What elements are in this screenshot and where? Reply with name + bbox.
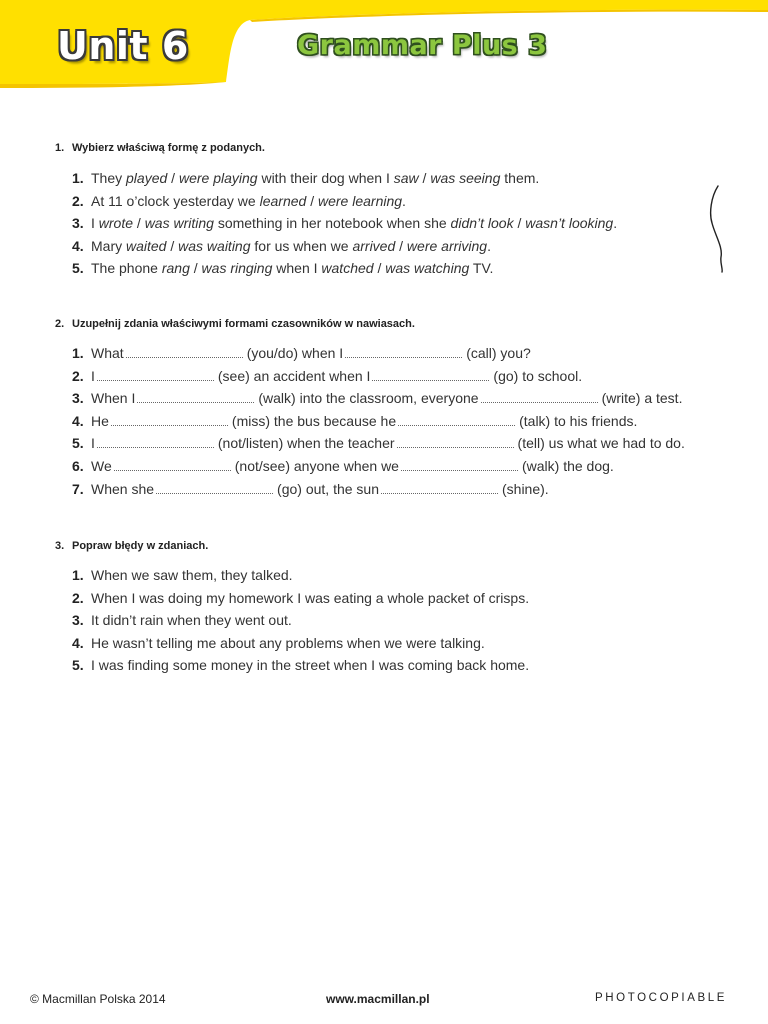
answer-gap[interactable]: [381, 481, 498, 494]
answer-gap[interactable]: [97, 435, 214, 448]
list-item: 4. He (miss) the bus because he (talk) to his friends.: [72, 412, 638, 429]
answer-gap[interactable]: [481, 390, 598, 403]
choice-option[interactable]: was watching: [385, 260, 470, 277]
exercise-number: 1.: [55, 142, 65, 154]
footer-photocopiable: PHOTOCOPIABLE: [595, 992, 728, 1004]
exercise-instruction: Uzupełnij zdania właściwymi formami czasowników w nawiasach.: [72, 318, 415, 330]
sentence-text: I was finding some money in the street when I was coming back home.: [91, 657, 530, 674]
exercise-2-list: [72, 342, 685, 500]
choice-option[interactable]: didn’t look: [450, 215, 514, 232]
list-item: 2. At 11 o’clock yesterday we learned / were learning.: [72, 192, 406, 209]
list-item: 1. They played / were playing with their dog when I saw / was seeing them.: [72, 170, 540, 186]
list-item: 3. I wrote / was writing something in her notebook when she didn’t look / wasn’t looking.: [72, 215, 618, 232]
list-item: 5. I was finding some money in the street when I was coming back home.: [72, 657, 530, 674]
sentence-text: He wasn’t telling me about any problems when we were talking.: [91, 634, 485, 651]
list-item: 7. When she (go) out, the sun (shine).: [72, 480, 549, 497]
answer-gap[interactable]: [97, 368, 214, 381]
choice-option[interactable]: learned: [259, 192, 307, 209]
sentence-text: When I was doing my homework I was eating a whole packet of crisps.: [91, 589, 530, 606]
exercise-3-list: [72, 564, 529, 677]
choice-option[interactable]: were playing: [178, 170, 258, 186]
answer-gap[interactable]: [401, 458, 518, 471]
unit-title: Unit 6: [57, 24, 189, 68]
grammar-plus-title: Grammar Plus 3: [297, 30, 548, 61]
exercise-1-list: [72, 167, 617, 280]
list-item: 5. The phone rang / was ringing when I watched / was watching TV.: [72, 260, 494, 277]
list-item: 1. When we saw them, they talked.: [72, 567, 293, 583]
answer-gap[interactable]: [372, 368, 489, 381]
choice-option[interactable]: played: [126, 170, 168, 186]
footer-copyright: © Macmillan Polska 2014: [30, 992, 166, 1006]
choice-option[interactable]: watched: [321, 260, 374, 277]
choice-option[interactable]: were learning: [317, 192, 403, 209]
choice-option[interactable]: was waiting: [178, 237, 251, 254]
answer-gap[interactable]: [111, 413, 228, 426]
answer-gap[interactable]: [398, 413, 515, 426]
answer-gap[interactable]: [156, 481, 273, 494]
exercise-3-heading: [55, 540, 208, 552]
exercise-1-heading: [55, 142, 265, 154]
list-item: 2. I (see) an accident when I (go) to school.: [72, 367, 583, 384]
exercise-2-heading: [55, 318, 415, 330]
choice-option[interactable]: were arriving: [406, 237, 488, 254]
exercise-number: 2.: [55, 318, 65, 330]
choice-option[interactable]: saw: [393, 170, 419, 186]
choice-option[interactable]: wasn’t looking: [525, 215, 614, 232]
list-item: 4. He wasn’t telling me about any problems when we were talking.: [72, 634, 485, 651]
list-item: 1. What (you/do) when I (call) you?: [72, 345, 531, 361]
sentence-text: It didn’t rain when they went out.: [91, 612, 292, 629]
answer-gap[interactable]: [137, 390, 254, 403]
exercise-instruction: Wybierz właściwą formę z podanych.: [72, 142, 265, 154]
sentence-text: When we saw them, they talked.: [91, 567, 293, 583]
choice-option[interactable]: waited: [126, 237, 167, 254]
choice-option[interactable]: was ringing: [201, 260, 273, 277]
choice-option[interactable]: arrived: [352, 237, 396, 254]
exercise-number: 3.: [55, 540, 65, 552]
answer-gap[interactable]: [397, 435, 514, 448]
list-item: 6. We (not/see) anyone when we (walk) the dog.: [72, 457, 614, 474]
list-item: 2. When I was doing my homework I was eating a whole packet of crisps.: [72, 589, 530, 606]
choice-option[interactable]: rang: [161, 260, 190, 277]
footer-url-link[interactable]: www.macmillan.pl: [326, 992, 430, 1006]
choice-option[interactable]: was seeing: [430, 170, 501, 186]
exercise-instruction: Popraw błędy w zdaniach.: [72, 540, 209, 552]
list-item: 5. I (not/listen) when the teacher (tell) us what we had to do.: [72, 435, 685, 452]
list-item: 3. It didn’t rain when they went out.: [72, 612, 292, 629]
answer-gap[interactable]: [114, 458, 231, 471]
answer-gap[interactable]: [126, 345, 243, 358]
list-item: 4. Mary waited / was waiting for us when we arrived / were arriving.: [72, 237, 491, 254]
handwritten-bracket: [705, 183, 729, 275]
choice-option[interactable]: wrote: [98, 215, 134, 232]
list-item: 3. When I (walk) into the classroom, everyone (write) a test.: [72, 390, 683, 407]
choice-option[interactable]: was writing: [144, 215, 214, 232]
answer-gap[interactable]: [345, 345, 462, 358]
